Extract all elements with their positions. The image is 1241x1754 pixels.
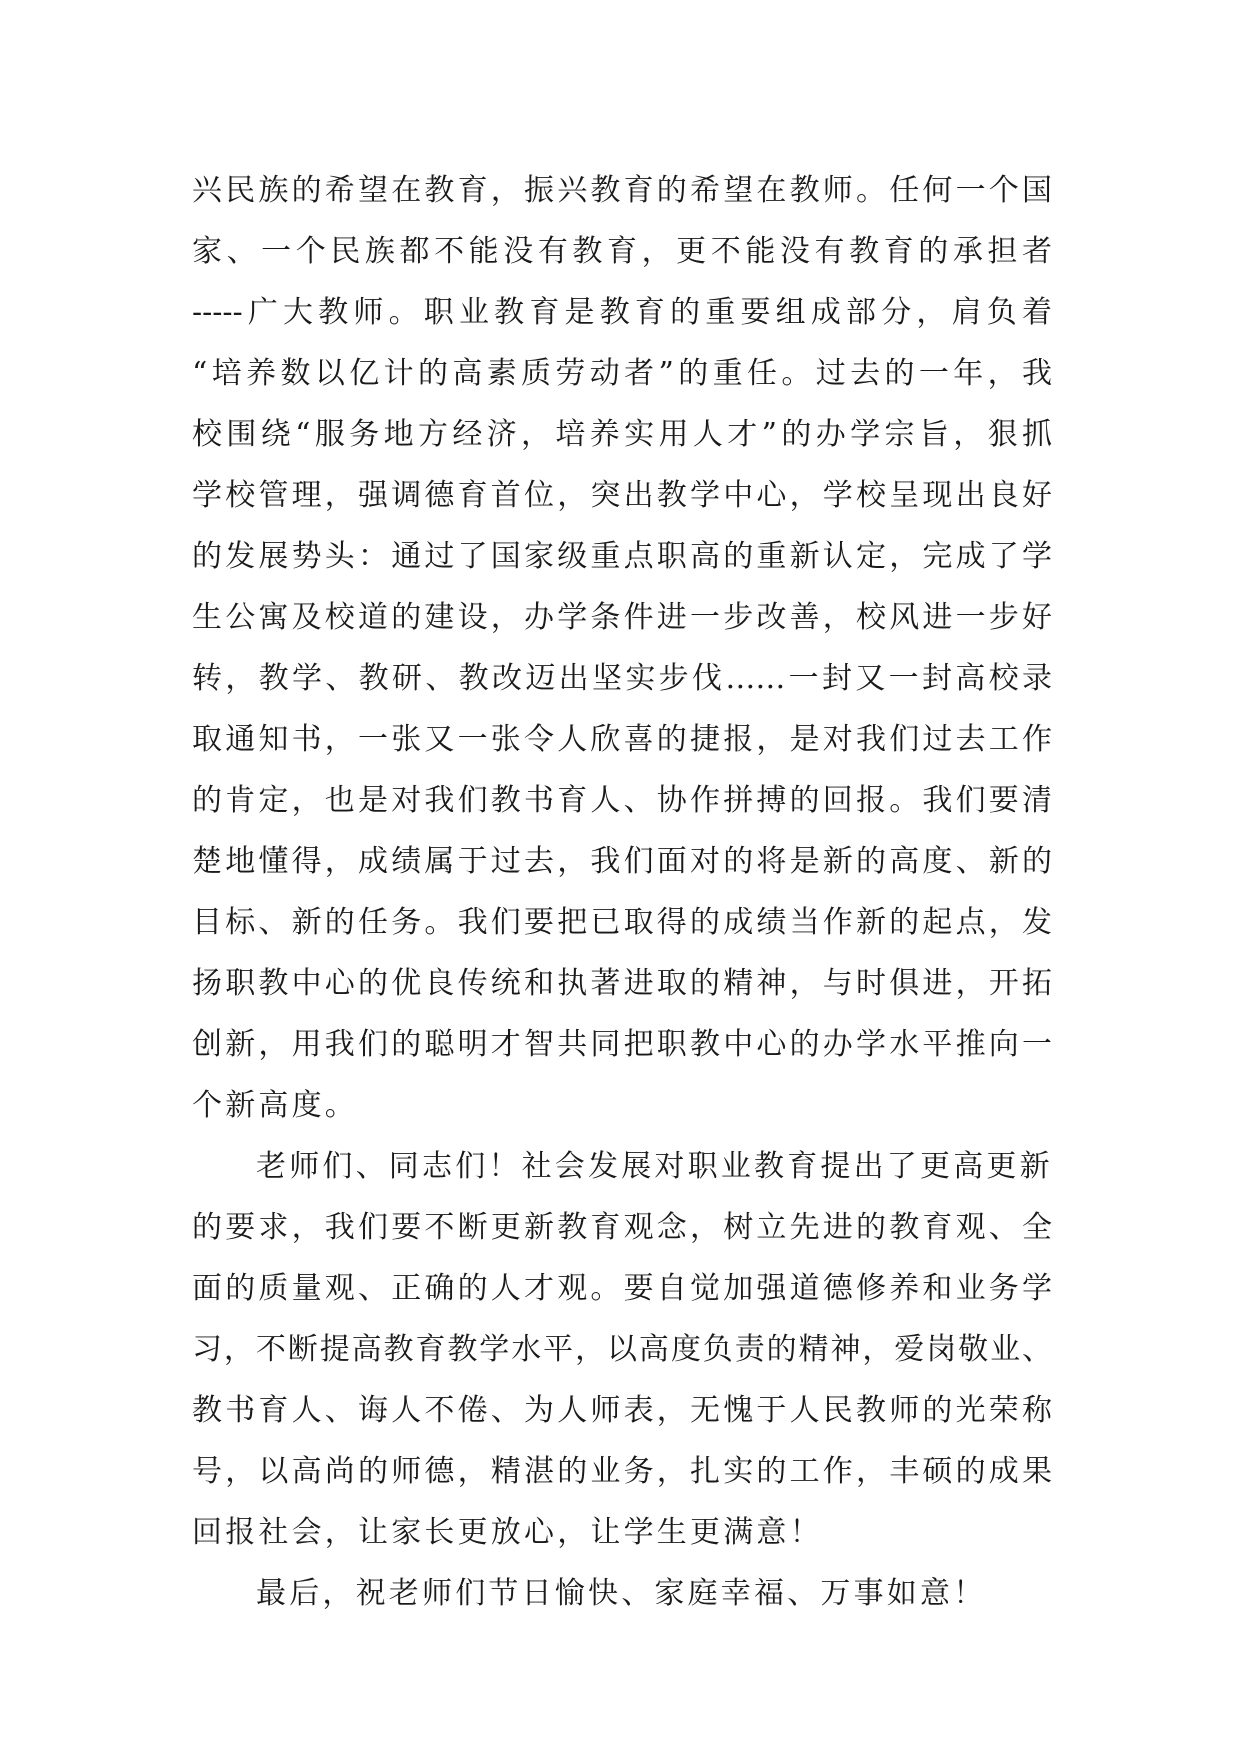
- text-line: 的要求，我们要不断更新教育观念，树立先进的教育观、全: [192, 1210, 1052, 1245]
- text-line: 号，以高尚的师德，精湛的业务，扎实的工作，丰硕的成果: [192, 1454, 1052, 1489]
- text-line: 生公寓及校道的建设，办学条件进一步改善，校风进一步好: [192, 600, 1052, 635]
- text-line: 个新高度。: [192, 1088, 358, 1123]
- text-line: 学校管理，强调德育首位，突出教学中心，学校呈现出良好: [192, 478, 1052, 513]
- text-line: 目标、新的任务。我们要把已取得的成绩当作新的起点，发: [192, 905, 1052, 940]
- paragraph-1: [192, 160, 1052, 1136]
- text-line: 创新，用我们的聪明才智共同把职教中心的办学水平推向一: [192, 1027, 1052, 1062]
- text-line: 的肯定，也是对我们教书育人、协作拼搏的回报。我们要清: [192, 783, 1052, 818]
- text-line: 最后，祝老师们节日愉快、家庭幸福、万事如意！: [256, 1576, 987, 1611]
- text-line: 老师们、同志们！社会发展对职业教育提出了更高更新: [256, 1149, 1053, 1184]
- text-line: 习，不断提高教育教学水平，以高度负责的精神，爱岗敬业、: [192, 1332, 1052, 1367]
- text-line: 取通知书，一张又一张令人欣喜的捷报，是对我们过去工作: [192, 722, 1052, 757]
- text-line: 面的质量观、正确的人才观。要自觉加强道德修养和业务学: [192, 1271, 1052, 1306]
- text-line: “培养数以亿计的高素质劳动者”的重任。过去的一年，我: [192, 356, 1052, 391]
- paragraph-2: [192, 1136, 1052, 1563]
- text-line: -----广大教师。职业教育是教育的重要组成部分，肩负着: [192, 295, 1052, 330]
- text-line: 兴民族的希望在教育，振兴教育的希望在教师。任何一个国: [192, 173, 1052, 208]
- text-line: 校围绕“服务地方经济，培养实用人才”的办学宗旨，狠抓: [192, 417, 1052, 452]
- text-line: 转，教学、教研、教改迈出坚实步伐……一封又一封高校录: [192, 661, 1052, 696]
- text-line: 回报社会，让家长更放心，让学生更满意！: [192, 1515, 823, 1550]
- paragraph-3: [192, 1563, 1052, 1624]
- text-line: 扬职教中心的优良传统和执著进取的精神，与时俱进，开拓: [192, 966, 1052, 1001]
- text-line: 的发展势头：通过了国家级重点职高的重新认定，完成了学: [192, 539, 1052, 574]
- text-line: 家、一个民族都不能没有教育，更不能没有教育的承担者: [192, 234, 1052, 269]
- text-line: 教书育人、诲人不倦、为人师表，无愧于人民教师的光荣称: [192, 1393, 1052, 1428]
- document-body: [192, 160, 1052, 1624]
- text-line: 楚地懂得，成绩属于过去，我们面对的将是新的高度、新的: [192, 844, 1052, 879]
